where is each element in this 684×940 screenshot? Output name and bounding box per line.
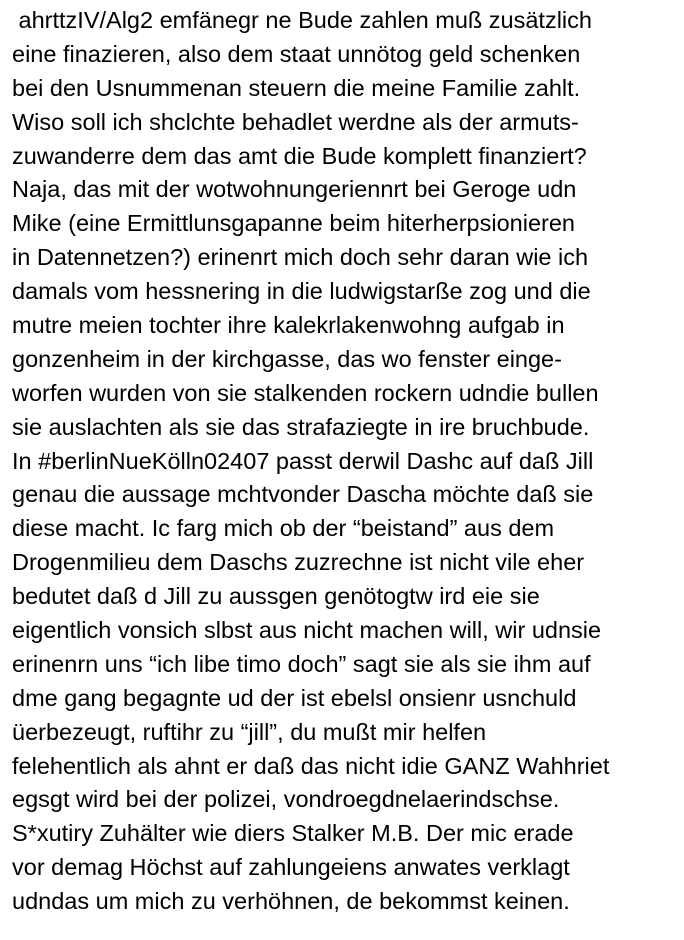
text-line: bedutet daß d Jill zu aussgen genötogtw ird eie sie [12,583,540,610]
text-line: eigentlich vonsich slbst aus nicht machen will, wir udnsie [12,617,602,644]
text-line: zuwanderre dem das amt die Bude komplett finanziert? [12,142,587,169]
text-line: diese macht. Ic farg mich ob der “beistand” aus dem [12,515,555,542]
text-line: dme gang begagnte ud der ist ebelsl onsienr usnchuld [12,684,577,711]
text-line: gonzenheim in der kirchgasse, das wo fenster einge- [12,345,562,372]
text-line: vor demag Höchst auf zahlungeiens anwates verklagt [12,854,570,881]
text-line: In #berlinNueKölln02407 passt derwil Dashc auf daß Jill [12,447,594,474]
text-line: worfen wurden von sie stalkenden rockern udndie bullen [12,379,599,406]
text-line: felehentlich als ahnt er daß das nicht idie GANZ Wahhriet [12,752,610,779]
text-line: in Datennetzen?) erinenrt mich doch sehr daran wie ich [12,244,589,271]
document-text [12,0,680,919]
text-line: Wiso soll ich shclchte behadlet werdne als der armuts- [12,108,579,135]
text-line: eine finazieren, also dem staat unnötog geld schenken [12,40,581,67]
text-line: Naja, das mit der wotwohnungeriennrt bei Geroge udn [12,176,577,203]
text-line: egsgt wird bei der polizei, vondroegdnelaerindschse. [12,786,560,813]
text-line: ahrttzIV/Alg2 emfänegr ne Bude zahlen muß zusätzlich [12,7,592,33]
text-line: damals vom hessnering in die ludwigstarße zog und die [12,278,591,305]
text-line: erinenrn uns “ich libe timo doch” sagt sie als sie ihm auf [12,650,591,677]
text-line: genau die aussage mchtvonder Dascha möchte daß sie [12,481,594,508]
text-line: mutre meien tochter ihre kalekrlakenwohng aufgab in [12,312,565,339]
text-line: sie auslachten als sie das strafaziegte in ire bruchbude. [12,413,590,440]
text-line: Drogenmilieu dem Daschs zuzrechne ist nicht vile eher [12,549,585,576]
text-line: bei den Usnummenan steuern die meine Familie zahlt. [12,74,581,101]
text-line: S*xutiry Zuhälter wie diers Stalker M.B. Der mic erade [12,820,574,847]
text-line: udndas um mich zu verhöhnen, de bekommst keinen. [12,888,570,915]
text-line: üerbezeugt, ruftihr zu “jill”, du mußt mir helfen [12,718,487,745]
text-line: Mike (eine Ermittlunsgapanne beim hiterherpsionieren [12,210,575,237]
